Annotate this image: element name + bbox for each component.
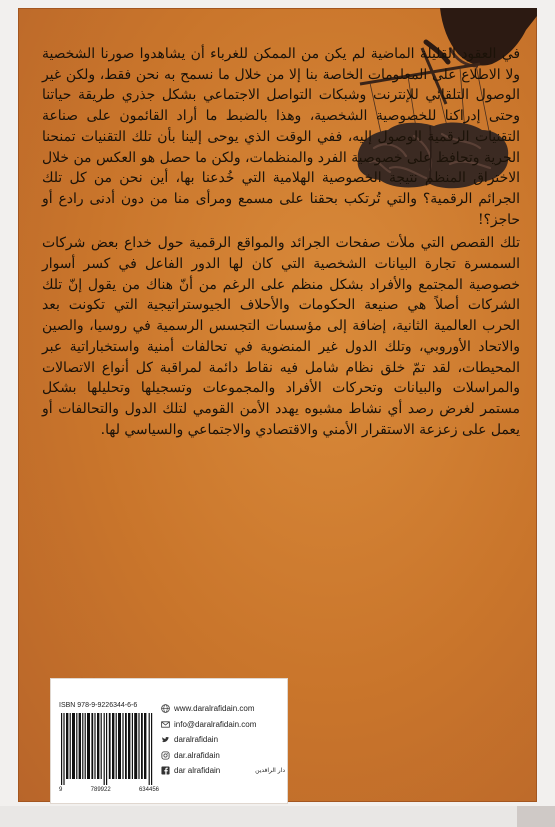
isbn-barcode [59,713,155,785]
email-link[interactable]: info@daralrafidain.com [174,719,257,729]
publisher-info-box [50,678,288,804]
email-icon [161,720,170,729]
barcode-digit-prefix: 9 [59,787,63,793]
back-cover-text [42,44,520,440]
instagram-icon [161,751,170,760]
barcode-digit-left: 789922 [90,787,111,793]
instagram-handle[interactable]: dar.alrafidain [174,750,220,760]
facebook-page[interactable]: dar alrafidain [174,766,221,776]
twitter-icon [161,735,170,744]
contact-twitter[interactable] [161,732,285,748]
facebook-icon [161,766,170,775]
contact-list [161,701,285,779]
globe-icon [161,704,170,713]
twitter-handle[interactable]: daralrafidain [174,735,219,745]
contact-website[interactable] [161,701,285,717]
bottom-right-edge-mark [517,806,555,827]
website-link[interactable]: www.daralrafidain.com [174,704,255,714]
publisher-arabic-name: دار الرافدين [255,767,285,775]
paragraph-surveillance: تلك القصص التي ملأت صفحات الجرائد والمواقع الرقمية حول خداع بعض شركات السمسرة تجارة البيانات الشخصية التي كان لها الدور الفاعل في كسر أسوار خصوصية المجتمع والأفراد بشكل منظم على الرغم من أنّ هناك من يقول إنّ تلك الشركات أصلاً هي صنيعة الحكومات والأحلاف الجيوستراتيجية التي تكونت بعد الحرب العالمية الثانية، إضافة إلى مؤسسات التجسس الرسمية في روسيا، والصين والاتحاد الأوروبي، وتلك الدول غير المنضوية في تحالفات أمنية واستخباراتية عبر المحيطات، لقد تمّ خلق نظام شامل فيه نقاط دائمة لمراقبة كل أنواع الاتصالات والمراسلات والبيانات وتحركات الأفراد والمجموعات وتسجيلها وتحليلها بشكل مستمر لغرض رصد أي نشاط مشبوه يهدد الأمن القومي لتلك الدول والتحالفات أو يعمل على زعزعة الاستقرار الأمني والاقتصادي والاجتماعي والسياسي لها. [42,235,520,438]
barcode-digit-right: 634456 [138,787,159,793]
bottom-page-edge [0,806,555,827]
barcode-numbers [59,787,159,793]
contact-facebook[interactable] [161,763,285,779]
barcode-bars [61,713,152,785]
contact-instagram[interactable] [161,748,285,764]
contact-email[interactable] [161,717,285,733]
isbn-text: ISBN 978-9-9226344-6-6 [59,702,138,709]
paragraph-intro: في العقود القليلة الماضية لم يكن من الممكن للغرباء أن يشاهدوا صورنا الشخصية ولا الاطلاع على المعلومات الخاصة بنا إلا من خلال ما نسمح به نحن فقط، ولكن غير الوصول التلقائي للإنترنت وشبكات التواصل الاجتماعي بشكل جذري طريقة حياتنا وحتى إدراكنا للخصوصية الشخصية، وهذا بالضبط ما أراد القائمون على صناعة التقنيات الرقمية الوصول إليه، ففي الوقت الذي يوحى إلينا بأن تلك التقنيات تمنحنا الحرية وتحافظ على خصوصية الفرد والمنظمات، ولكن ما حصل هو العكس من خلال الاختراق المنظم نتيجة الخصوصية الهلامية التي خُدعنا بها، أين نحن من كل تلك الجرائم الرقمية؟ والتي تُرتكب بحقنا على مسمع ومرأى منا من دون أدنى رادع أو حاجز؟! [42,46,520,228]
